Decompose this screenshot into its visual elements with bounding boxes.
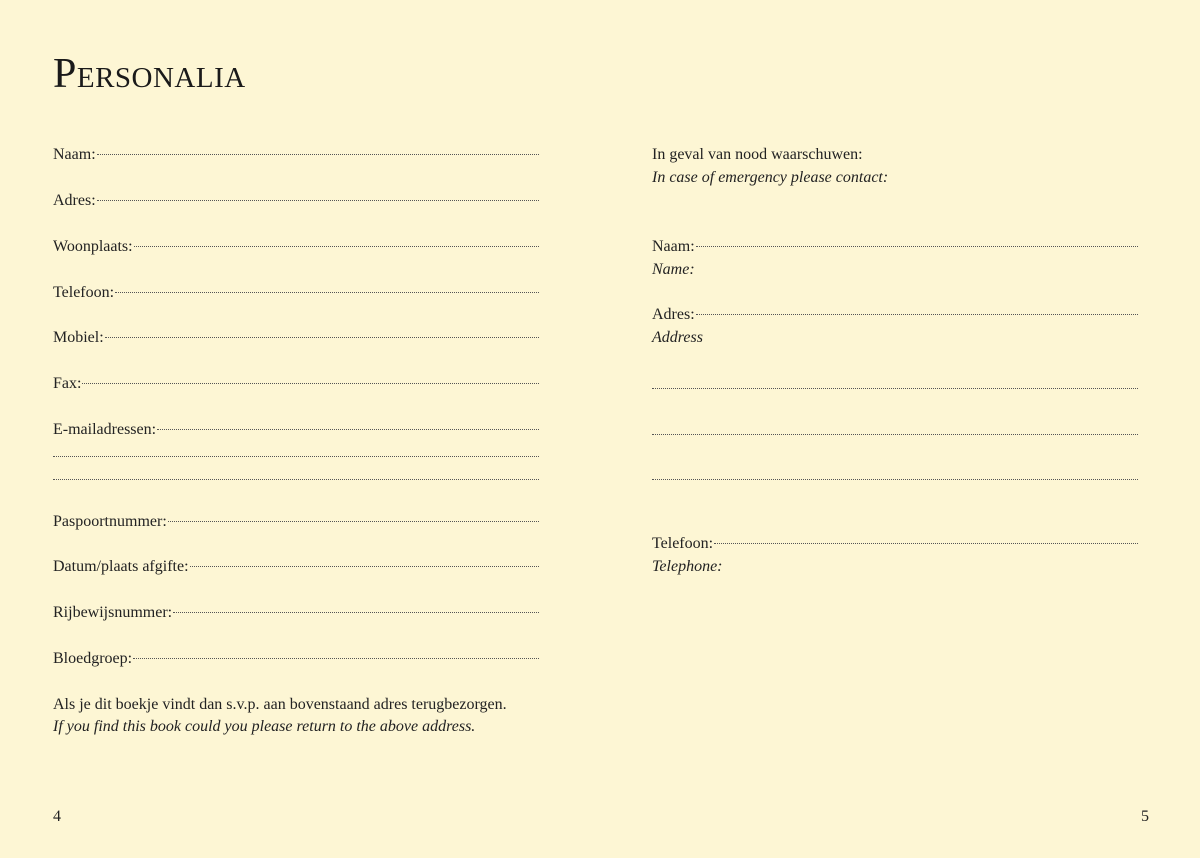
fill-line[interactable]	[157, 428, 539, 430]
fill-line[interactable]	[134, 245, 539, 247]
field-bloedgroep[interactable]	[53, 649, 539, 669]
field-label: Rijbewijsnummer:	[53, 604, 173, 621]
field-fax[interactable]	[53, 374, 539, 394]
fill-line[interactable]	[105, 336, 539, 338]
field-label: Bloedgroep:	[53, 650, 133, 667]
field-emailadressen[interactable]	[53, 420, 539, 440]
email-extra-line-2[interactable]	[53, 479, 539, 480]
page-number-left: 4	[53, 808, 61, 825]
fill-line[interactable]	[97, 199, 539, 201]
email-extra-line-1[interactable]	[53, 456, 539, 457]
field-label: Datum/plaats afgifte:	[53, 558, 189, 575]
emergency-address-line-1[interactable]	[652, 388, 1138, 389]
fill-line[interactable]	[133, 657, 539, 659]
fill-line[interactable]	[82, 382, 539, 384]
emergency-telephone-en: Telephone:	[652, 558, 723, 575]
emergency-heading-en: In case of emergency please contact:	[652, 169, 889, 186]
fill-line[interactable]	[714, 542, 1138, 544]
field-woonplaats[interactable]	[53, 237, 539, 257]
return-note-en: If you find this book could you please return to the above address.	[53, 718, 476, 735]
field-label: Mobiel:	[53, 329, 104, 346]
field-rijbewijsnummer[interactable]	[53, 603, 539, 623]
field-label: E-mailadressen:	[53, 421, 157, 438]
page-title: Personalia	[53, 51, 246, 97]
field-adres[interactable]	[53, 191, 539, 211]
field-label: Adres:	[652, 306, 695, 323]
emergency-heading-nl: In geval van nood waarschuwen:	[652, 146, 863, 163]
field-label: Fax:	[53, 375, 82, 392]
emergency-field-naam[interactable]	[652, 237, 1138, 257]
field-label: Telefoon:	[53, 284, 115, 301]
field-mobiel[interactable]	[53, 328, 539, 348]
emergency-field-telefoon[interactable]	[652, 534, 1138, 554]
emergency-field-adres[interactable]	[652, 305, 1138, 325]
fill-line[interactable]	[168, 520, 539, 522]
emergency-address-line-3[interactable]	[652, 479, 1138, 480]
field-label: Woonplaats:	[53, 238, 133, 255]
return-note-nl: Als je dit boekje vindt dan s.v.p. aan bovenstaand adres terugbezorgen.	[53, 696, 507, 713]
field-label: Naam:	[652, 238, 695, 255]
field-label: Paspoortnummer:	[53, 513, 167, 530]
field-datum-plaats-afgifte[interactable]	[53, 557, 539, 577]
field-telefoon[interactable]	[53, 283, 539, 303]
fill-line[interactable]	[190, 565, 539, 567]
fill-line[interactable]	[115, 291, 539, 293]
emergency-address-en: Address	[652, 329, 703, 346]
field-label: Telefoon:	[652, 535, 714, 552]
emergency-address-line-2[interactable]	[652, 434, 1138, 435]
emergency-name-en: Name:	[652, 261, 695, 278]
fill-line[interactable]	[696, 313, 1138, 315]
field-naam[interactable]	[53, 145, 539, 165]
fill-line[interactable]	[173, 611, 539, 613]
field-label: Naam:	[53, 146, 96, 163]
fill-line[interactable]	[97, 153, 539, 155]
fill-line[interactable]	[696, 245, 1138, 247]
page-number-right: 5	[1141, 808, 1149, 825]
field-label: Adres:	[53, 192, 96, 209]
field-paspoortnummer[interactable]	[53, 512, 539, 532]
